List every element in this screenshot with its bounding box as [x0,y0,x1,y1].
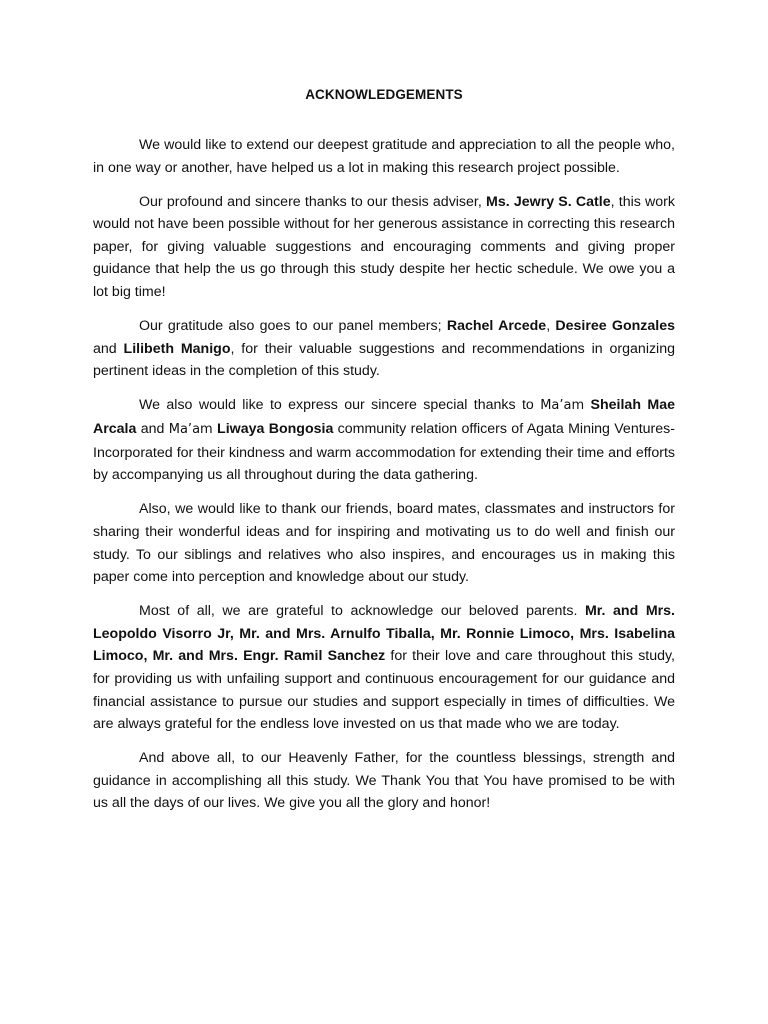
paragraph-text: , [546,318,556,335]
paragraph-text: We would like to extend our deepest gratitude and appreciation to all the people who, in one way or another, have helped us a lot in making this research project possible. [93,137,675,176]
paragraph-text: Also, we would like to thank our friends, board mates, classmates and instructors for sharing their wonderful ideas and for inspiring and motivating us to do well and finish our study. To our siblings and relatives who also inspires, and encourages us in making this paper come into perception and knowledge about our study. [93,501,675,586]
paragraph-text: for their love and care throughout this study, for providing us with unfailing support and continuous encouragement for our guidance and financial assistance to pursue our studies and support especially in times of difficulties. We are always grateful for the endless love invested on us that made who we are today. [93,648,675,733]
paragraph-text: Most of all, we are grateful to acknowledge our beloved parents. [139,603,585,620]
paragraph-friends [93,498,675,588]
paragraph-text: We also would like to express our sincere special thanks to [139,397,541,414]
honorific: Ma’am [540,398,585,414]
paragraph-text: and [136,421,169,438]
panel-member-name: Rachel Arcede [446,318,547,335]
panel-member-name: Lilibeth Manigo [123,340,231,357]
paragraph-community-officers [93,394,675,486]
paragraph-text: and [93,340,124,357]
adviser-name: Ms. Jewry S. Catle [486,193,611,210]
paragraph-text: community relation officers of Agata Mining Ventures-Incorporated for their kindness and warm accommodation for extending their time and efforts by accompanying us all throughout during the data gathering. [93,421,675,484]
officer-name: Liwaya Bongosia [217,421,334,438]
officer-name: Sheilah Mae Arcala [93,397,675,438]
paragraph-thesis-adviser [93,191,675,304]
paragraph-heavenly-father [93,747,675,815]
panel-member-name: Desiree Gonzales [555,318,675,335]
document-page [93,86,675,827]
paragraph-text: And above all, to our Heavenly Father, for the countless blessings, strength and guidance in accomplishing all this study. We Thank You that You have promised to be with us all the days of our lives. We give you all the glory and honor! [93,750,675,812]
paragraph-text: , for their valuable suggestions and recommendations in organizing pertinent ideas in the completion of this study. [93,340,675,380]
paragraph-text: Our gratitude also goes to our panel members; [139,318,447,335]
paragraph-text: Our profound and sincere thanks to our thesis adviser, [139,193,487,210]
paragraph-parents [93,600,675,736]
page-title: ACKNOWLEDGEMENTS [305,87,463,102]
paragraph-text: , this work would not have been possible without for her generous assistance in correcting this research paper, for giving valuable suggestions and encouraging comments and giving proper guidance that help the us go through this study despite her hectic schedule. We owe you a lot big time! [93,193,675,301]
paragraph-gratitude-intro [93,134,675,179]
parent-names: Mr. and Mrs. Leopoldo Visorro Jr, Mr. and Mrs. Arnulfo Tiballa, Mr. Ronnie Limoco, Mrs. Isabelina Limoco, Mr. and Mrs. Engr. Ramil Sanchez [93,603,676,665]
honorific: Ma’am [168,422,213,438]
paragraph-panel-members [93,315,675,383]
